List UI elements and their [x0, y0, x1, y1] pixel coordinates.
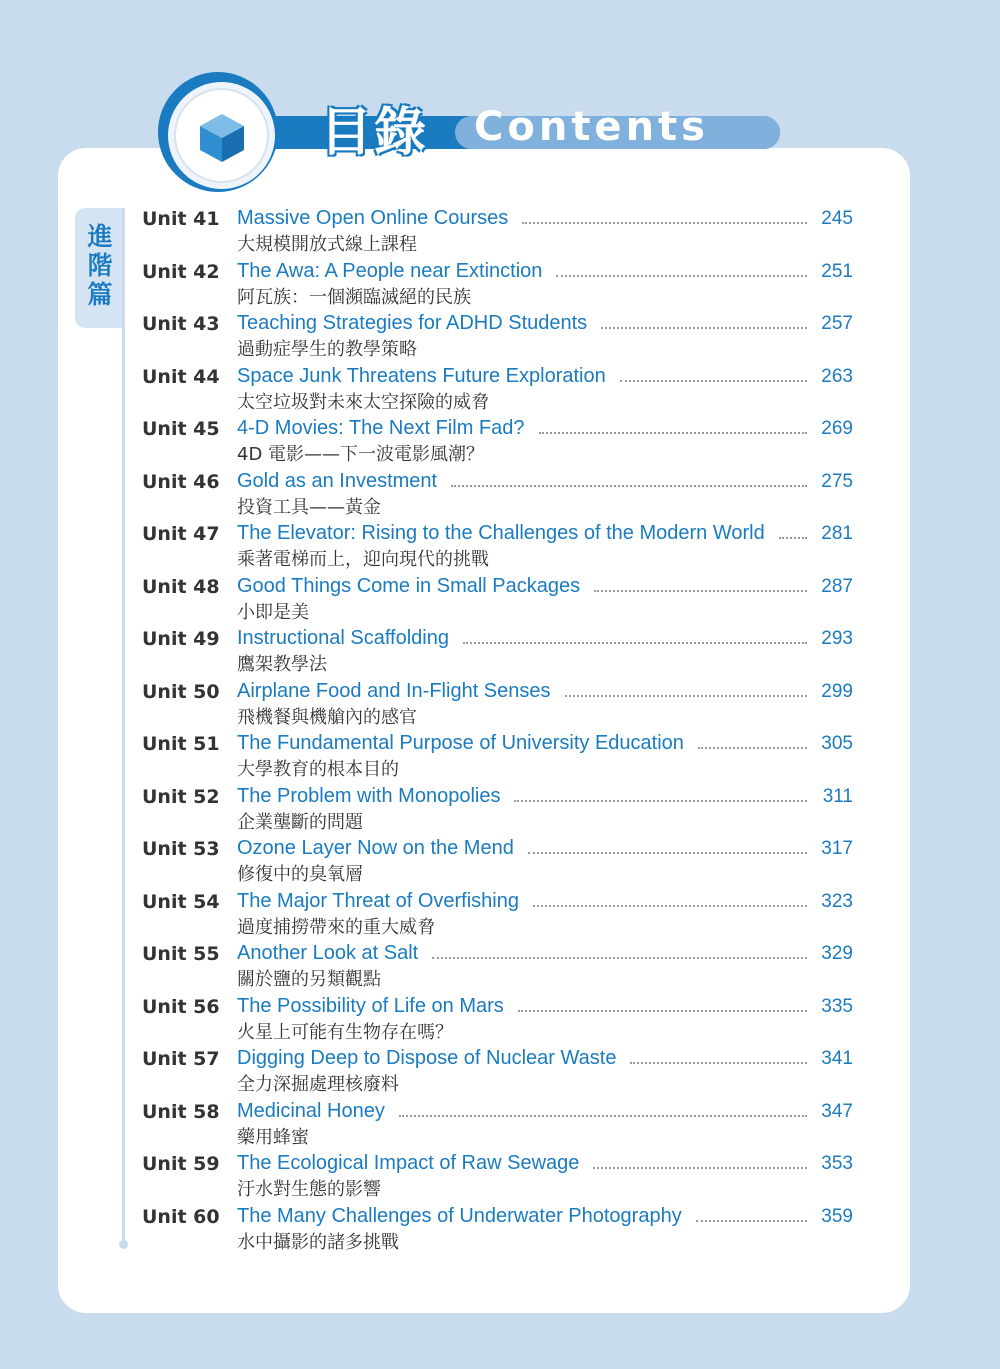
- page-number[interactable]: 311: [822, 785, 853, 807]
- dot-leader: [528, 852, 807, 854]
- dot-leader: [533, 905, 807, 907]
- chinese-title: 火星上可能有生物存在嗎？: [237, 1021, 453, 1043]
- title-row: [237, 836, 807, 860]
- unit-number: Unit 51: [142, 733, 220, 755]
- toc-entry[interactable]: [0, 1101, 1000, 1153]
- toc-entry[interactable]: [0, 1153, 1000, 1205]
- page-number[interactable]: 359: [821, 1205, 853, 1227]
- dot-leader: [522, 222, 807, 224]
- title-row: [237, 311, 807, 335]
- unit-number: Unit 55: [142, 943, 220, 965]
- page-number[interactable]: 335: [821, 995, 853, 1017]
- toc-entry[interactable]: [0, 1206, 1000, 1258]
- page-number[interactable]: 263: [821, 365, 853, 387]
- dot-leader: [518, 1010, 807, 1012]
- page-number[interactable]: 317: [821, 838, 853, 859]
- unit-number: Unit 50: [142, 680, 220, 703]
- title-chinese: 目錄: [320, 103, 429, 163]
- page-number[interactable]: 245: [821, 208, 853, 229]
- toc-entry[interactable]: [0, 471, 1000, 523]
- dot-leader: [620, 380, 807, 382]
- chinese-title: 汙水對生態的影響: [237, 1179, 381, 1200]
- toc-entry[interactable]: [0, 943, 1000, 995]
- english-title[interactable]: Good Things Come in Small Packages: [237, 574, 581, 597]
- title-row: [237, 994, 807, 1018]
- page-number[interactable]: 257: [821, 313, 853, 334]
- english-title[interactable]: The Fundamental Purpose of University Education: [237, 732, 684, 754]
- dot-leader: [779, 537, 807, 539]
- dot-leader: [399, 1115, 807, 1117]
- unit-number: Unit 60: [142, 1205, 220, 1228]
- toc-entry[interactable]: [0, 996, 1000, 1048]
- english-title[interactable]: Instructional Scaffolding: [237, 627, 449, 649]
- chinese-title: 全力深掘處理核廢料: [237, 1074, 399, 1095]
- cube-icon: [198, 112, 246, 164]
- dot-leader: [451, 485, 807, 487]
- unit-number: Unit 53: [142, 838, 220, 860]
- toc-entry[interactable]: [0, 418, 1000, 470]
- english-title[interactable]: Space Junk Threatens Future Exploration: [237, 364, 606, 387]
- toc-entry[interactable]: [0, 261, 1000, 313]
- unit-number: Unit 58: [142, 1100, 220, 1123]
- unit-number: Unit 56: [142, 995, 220, 1018]
- dot-leader: [698, 747, 807, 749]
- page-number[interactable]: 347: [821, 1100, 853, 1122]
- toc-entry[interactable]: [0, 786, 1000, 838]
- dot-leader: [601, 327, 807, 329]
- title-row: [237, 626, 807, 650]
- english-title[interactable]: The Possibility of Life on Mars: [237, 994, 504, 1017]
- toc-entry[interactable]: [0, 313, 1000, 365]
- toc-entry[interactable]: [0, 681, 1000, 733]
- page-number[interactable]: 275: [821, 470, 853, 492]
- title-row: [237, 731, 807, 755]
- english-title[interactable]: Gold as an Investment: [237, 469, 438, 492]
- unit-number: Unit 52: [142, 785, 220, 808]
- unit-number: Unit 49: [142, 628, 220, 650]
- dot-leader: [593, 1167, 807, 1169]
- title-english: Contents: [474, 104, 709, 150]
- toc-entry[interactable]: [0, 576, 1000, 628]
- dot-leader: [539, 432, 808, 434]
- toc-entry[interactable]: [0, 366, 1000, 418]
- toc-entry[interactable]: [0, 208, 1000, 260]
- chinese-title: 飛機餐與機艙內的感官: [237, 706, 417, 728]
- unit-number: Unit 42: [142, 260, 220, 283]
- chinese-title: 4D 電影——下一波電影風潮？: [237, 444, 485, 465]
- page-number[interactable]: 299: [821, 680, 853, 702]
- chinese-title: 乘著電梯而上，迎向現代的挑戰: [237, 549, 489, 570]
- english-title[interactable]: Digging Deep to Dispose of Nuclear Waste: [237, 1047, 617, 1069]
- chinese-title: 太空垃圾對未來太空探險的威脅: [237, 391, 489, 413]
- dot-leader: [565, 695, 807, 697]
- header-badge: [174, 88, 269, 183]
- english-title[interactable]: Massive Open Online Courses: [237, 207, 509, 229]
- unit-number: Unit 45: [142, 418, 220, 440]
- english-title[interactable]: Airplane Food and In-Flight Senses: [237, 679, 551, 702]
- dot-leader: [432, 957, 807, 959]
- unit-number: Unit 46: [142, 470, 220, 493]
- title-row: [237, 1204, 807, 1228]
- english-title[interactable]: The Problem with Monopolies: [237, 784, 501, 807]
- page-number[interactable]: 305: [821, 733, 853, 754]
- chinese-title: 修復中的臭氧層: [237, 864, 363, 885]
- english-title[interactable]: Medicinal Honey: [237, 1099, 385, 1122]
- unit-number: Unit 59: [142, 1153, 220, 1175]
- section-label: 進階篇: [87, 222, 113, 309]
- chinese-title: 關於鹽的另類觀點: [237, 969, 381, 990]
- page-number[interactable]: 293: [821, 628, 853, 649]
- unit-number: Unit 44: [142, 365, 220, 388]
- toc-entry[interactable]: [0, 523, 1000, 575]
- title-row: [237, 679, 807, 703]
- english-title[interactable]: Teaching Strategies for ADHD Students: [237, 312, 588, 334]
- title-row: [237, 521, 807, 545]
- chinese-title: 大規模開放式線上課程: [237, 234, 417, 255]
- title-row: [237, 889, 807, 913]
- dot-leader: [594, 590, 807, 592]
- dot-leader: [630, 1062, 807, 1064]
- title-row: [237, 1099, 807, 1123]
- unit-number: Unit 47: [142, 523, 220, 545]
- chinese-title: 鷹架教學法: [237, 654, 327, 675]
- page-number[interactable]: 287: [821, 575, 853, 597]
- page-number[interactable]: 251: [821, 260, 853, 282]
- chinese-title: 投資工具——黃金: [237, 496, 381, 518]
- toc-entry[interactable]: [0, 1048, 1000, 1100]
- english-title[interactable]: The Many Challenges of Underwater Photography: [237, 1204, 682, 1227]
- dot-leader: [696, 1220, 807, 1222]
- dot-leader: [463, 642, 807, 644]
- chinese-title: 水中攝影的諸多挑戰: [237, 1231, 399, 1253]
- chinese-title: 過動症學生的教學策略: [237, 339, 417, 360]
- english-title[interactable]: The Ecological Impact of Raw Sewage: [237, 1152, 580, 1174]
- title-row: [237, 574, 807, 598]
- title-row: [237, 941, 807, 965]
- page-number[interactable]: 323: [821, 890, 853, 912]
- english-title[interactable]: 4-D Movies: The Next Film Fad?: [237, 417, 525, 439]
- unit-number: Unit 54: [142, 890, 220, 913]
- chinese-title: 企業壟斷的問題: [237, 811, 363, 833]
- toc-entry[interactable]: [0, 733, 1000, 785]
- title-row: [237, 469, 807, 493]
- chinese-title: 大學教育的根本目的: [237, 759, 399, 780]
- unit-number: Unit 57: [142, 1048, 220, 1070]
- dot-leader: [556, 275, 807, 277]
- chinese-title: 藥用蜂蜜: [237, 1126, 309, 1148]
- english-title[interactable]: The Awa: A People near Extinction: [237, 259, 543, 282]
- dot-leader: [514, 800, 807, 802]
- chinese-title: 阿瓦族：一個瀕臨滅絕的民族: [237, 286, 471, 308]
- page-number[interactable]: 281: [821, 523, 853, 544]
- toc-entry[interactable]: [0, 628, 1000, 680]
- title-row: [237, 259, 807, 283]
- page-number[interactable]: 341: [821, 1048, 853, 1069]
- title-row: [237, 416, 807, 440]
- chinese-title: 過度捕撈帶來的重大威脅: [237, 916, 435, 938]
- english-title[interactable]: Ozone Layer Now on the Mend: [237, 837, 514, 859]
- unit-number: Unit 41: [142, 208, 220, 230]
- chinese-title: 小即是美: [237, 601, 309, 623]
- english-title[interactable]: The Elevator: Rising to the Challenges of the Modern World: [237, 522, 765, 544]
- title-row: [237, 206, 807, 230]
- title-row: [237, 364, 807, 388]
- page-number[interactable]: 353: [821, 1153, 853, 1174]
- unit-number: Unit 48: [142, 575, 220, 598]
- page-number[interactable]: 269: [821, 418, 853, 439]
- page-number[interactable]: 329: [821, 943, 853, 964]
- toc-entry[interactable]: [0, 838, 1000, 890]
- title-row: [237, 1046, 807, 1070]
- title-row: [237, 1151, 807, 1175]
- english-title[interactable]: Another Look at Salt: [237, 942, 419, 964]
- english-title[interactable]: The Major Threat of Overfishing: [237, 889, 519, 912]
- title-row: [237, 784, 807, 808]
- toc-entry[interactable]: [0, 891, 1000, 943]
- unit-number: Unit 43: [142, 313, 220, 335]
